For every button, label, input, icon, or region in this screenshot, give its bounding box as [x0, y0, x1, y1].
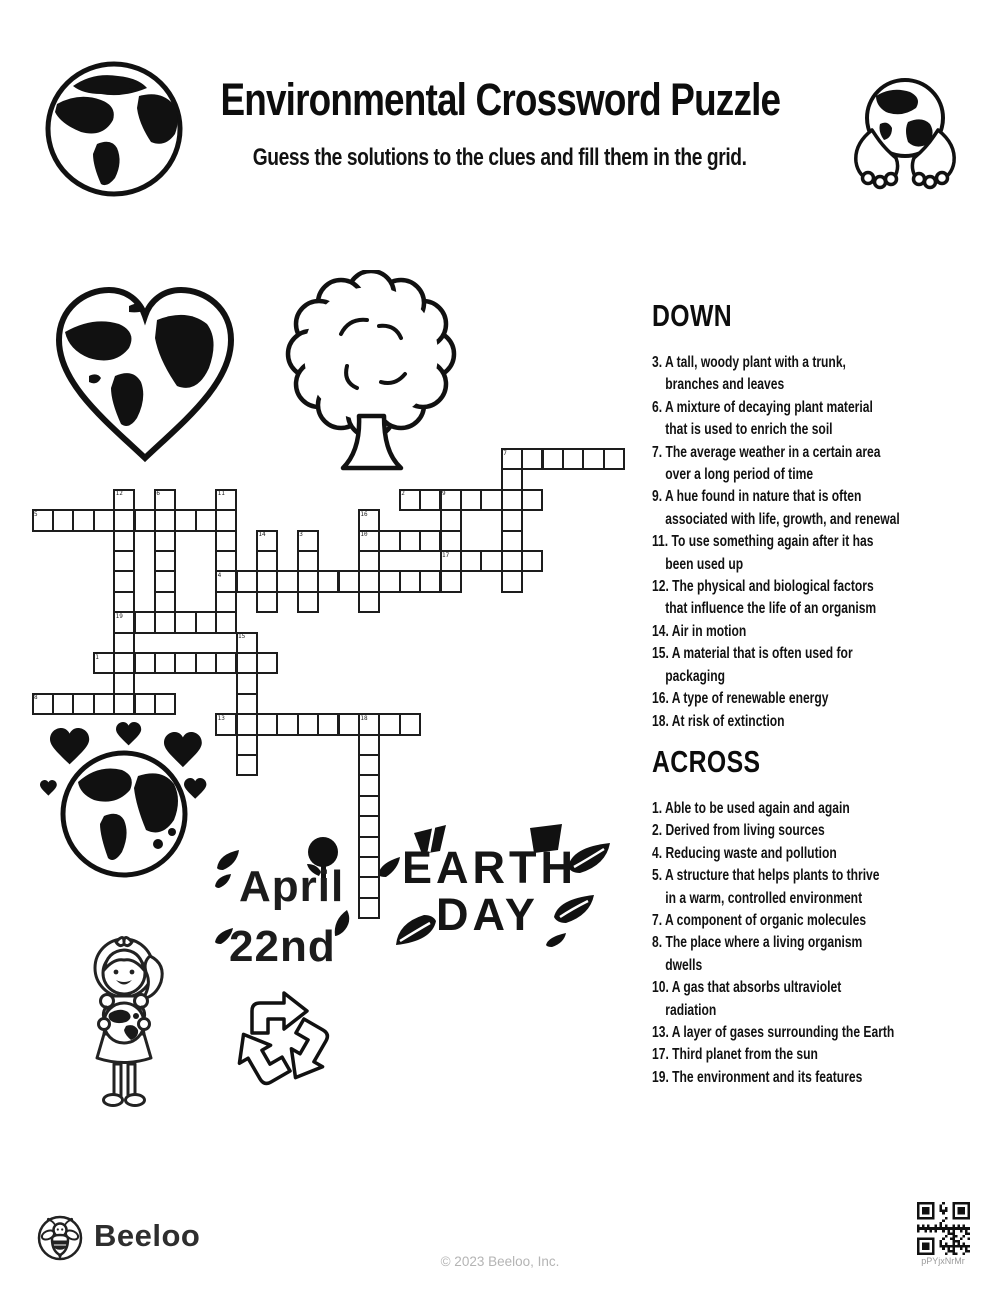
- crossword-cell[interactable]: [113, 672, 135, 694]
- crossword-cell[interactable]: [297, 713, 319, 735]
- crossword-cell[interactable]: [134, 611, 156, 633]
- crossword-cell[interactable]: [236, 672, 258, 694]
- crossword-cell[interactable]: [297, 570, 319, 592]
- clue-3-line-2: branches and leaves: [665, 376, 785, 394]
- crossword-cell[interactable]: [174, 611, 196, 633]
- crossword-cell[interactable]: [236, 713, 258, 735]
- crossword-cell[interactable]: [358, 754, 380, 776]
- clue-8-line-2: dwells: [665, 956, 703, 974]
- heart-earth-icon: [45, 276, 245, 472]
- clue-number: 9: [442, 490, 446, 498]
- page-title-text: Environmental Crossword Puzzle: [220, 74, 780, 125]
- clue-number: 7: [503, 449, 507, 457]
- crossword-cell[interactable]: [358, 570, 380, 592]
- across-header: ACROSS: [652, 744, 761, 779]
- crossword-cell[interactable]: [440, 530, 462, 552]
- crossword-cell[interactable]: [276, 713, 298, 735]
- crossword-cell[interactable]: [93, 693, 115, 715]
- page-subtitle-text: Guess the solutions to the clues and fill them in the grid.: [253, 144, 747, 171]
- crossword-cell[interactable]: [521, 550, 543, 572]
- crossword-cell[interactable]: [154, 611, 176, 633]
- crossword-cell[interactable]: [256, 652, 278, 674]
- crossword-cell[interactable]: [195, 652, 217, 674]
- clue-12-line-1: 12. The physical and biological factors: [652, 578, 874, 596]
- crossword-cell[interactable]: [215, 530, 237, 552]
- leaf-icon: [546, 933, 568, 951]
- clue-17-line-1: 17. Third planet from the sun: [652, 1046, 818, 1064]
- clue-number: 11: [217, 490, 225, 498]
- clue-number: 18: [360, 714, 368, 722]
- crossword-cell[interactable]: [419, 489, 441, 511]
- crossword-cell[interactable]: [501, 570, 523, 592]
- crossword-cell[interactable]: [174, 652, 196, 674]
- clue-19-line-1: 19. The environment and its features: [652, 1068, 863, 1086]
- clue-15-line-1: 15. A material that is often used for: [652, 645, 853, 663]
- clue-2-line-1: 2. Derived from living sources: [652, 822, 825, 840]
- crossword-cell[interactable]: [480, 489, 502, 511]
- crossword-cell[interactable]: [256, 550, 278, 572]
- clue-12-line-2: that influence the life of an organism: [665, 600, 877, 618]
- qr-code: [917, 1202, 970, 1255]
- crossword-cell[interactable]: [236, 570, 258, 592]
- across-clues-section: [652, 746, 997, 1089]
- crossword-cell[interactable]: [195, 611, 217, 633]
- crossword-cell[interactable]: [154, 530, 176, 552]
- clue-13-line-1: 13. A layer of gases surrounding the Earth: [652, 1024, 895, 1042]
- clue-5-line-1: 5. A structure that helps plants to thrive: [652, 867, 880, 885]
- clue-16-line-1: 16. A type of renewable energy: [652, 690, 829, 708]
- crossword-cell[interactable]: [358, 591, 380, 613]
- crossword-cell[interactable]: [419, 570, 441, 592]
- clue-8-line-1: 8. The place where a living organism: [652, 934, 863, 952]
- crossword-cell[interactable]: [358, 774, 380, 796]
- clue-number: 14: [258, 531, 266, 539]
- crossword-cell[interactable]: [521, 448, 543, 470]
- clue-1-line-1: 1. Able to be used again and again: [652, 800, 850, 817]
- clue-10-line-2: radiation: [665, 1001, 717, 1019]
- crossword-cell[interactable]: [440, 570, 462, 592]
- crossword-cell[interactable]: [113, 591, 135, 613]
- crossword-cell[interactable]: [195, 509, 217, 531]
- clue-number: 4: [217, 571, 222, 579]
- clue-18-line-1: 18. At risk of extinction: [652, 712, 785, 730]
- crossword-cell[interactable]: [113, 693, 135, 715]
- crossword-cell[interactable]: [358, 795, 380, 817]
- crossword-cell[interactable]: [480, 550, 502, 572]
- crossword-cell[interactable]: [378, 570, 400, 592]
- crossword-grid: [32, 448, 632, 923]
- brand-name: Beeloo: [94, 1218, 201, 1253]
- crossword-cell[interactable]: [113, 550, 135, 572]
- crossword-cell[interactable]: [174, 509, 196, 531]
- down-header: DOWN: [652, 298, 733, 333]
- crossword-cell[interactable]: [338, 713, 360, 735]
- clue-number: 1: [95, 653, 99, 661]
- crossword-cell[interactable]: [276, 570, 298, 592]
- clue-9-line-2: associated with life, growth, and renewal: [665, 510, 900, 528]
- clue-11-line-1: 11. To use something again after it has: [652, 533, 874, 551]
- crossword-cell[interactable]: [113, 509, 135, 531]
- crossword-cell[interactable]: [215, 611, 237, 633]
- crossword-cell[interactable]: [236, 693, 258, 715]
- clue-number: 5: [34, 510, 38, 518]
- crossword-cell[interactable]: [460, 550, 482, 572]
- crossword-cell[interactable]: [338, 570, 360, 592]
- clue-number: 17: [442, 551, 450, 559]
- clue-4-line-1: 4. Reducing waste and pollution: [652, 844, 837, 862]
- clue-number: 12: [115, 490, 123, 498]
- clue-10-line-1: 10. A gas that absorbs ultraviolet: [652, 979, 842, 997]
- crossword-cell[interactable]: [134, 509, 156, 531]
- clue-number: 16: [360, 510, 368, 518]
- crossword-cell[interactable]: [215, 652, 237, 674]
- copyright-text: © 2023 Beeloo, Inc.: [440, 1254, 560, 1269]
- clue-number: 6: [156, 490, 161, 498]
- crossword-cell[interactable]: [419, 530, 441, 552]
- crossword-cell[interactable]: [542, 448, 564, 470]
- crossword-cell[interactable]: [52, 693, 74, 715]
- crossword-cell[interactable]: [501, 550, 523, 572]
- earth-day-text: EARTH: [402, 842, 577, 893]
- crossword-cell[interactable]: [154, 550, 176, 572]
- april-text: April: [239, 862, 345, 911]
- crossword-cell[interactable]: [297, 591, 319, 613]
- hands-holding-globe-icon: [842, 70, 968, 192]
- crossword-cell[interactable]: [358, 897, 380, 919]
- crossword-cell[interactable]: [399, 530, 421, 552]
- crossword-cell[interactable]: [72, 693, 94, 715]
- crossword-cell[interactable]: [154, 693, 176, 715]
- crossword-cell[interactable]: [256, 713, 278, 735]
- crossword-cell[interactable]: [113, 632, 135, 654]
- crossword-cell[interactable]: [440, 509, 462, 531]
- clue-14-line-1: 14. Air in motion: [652, 622, 747, 640]
- crossword-cell[interactable]: [154, 591, 176, 613]
- clue-3-line-1: 3. A tall, woody plant with a trunk,: [652, 354, 846, 371]
- crossword-cell[interactable]: [501, 509, 523, 531]
- crossword-cell[interactable]: [154, 570, 176, 592]
- crossword-cell[interactable]: [460, 489, 482, 511]
- clue-number: 3: [299, 531, 303, 539]
- clue-7-line-1: 7. A component of organic molecules: [652, 912, 867, 930]
- clue-7-line-1: 7. The average weather in a certain area: [652, 443, 881, 461]
- down-clues-section: [652, 300, 997, 733]
- crossword-cell[interactable]: [317, 570, 339, 592]
- crossword-cell[interactable]: [358, 856, 380, 878]
- crossword-cell[interactable]: [501, 468, 523, 490]
- crossword-cell[interactable]: [501, 489, 523, 511]
- crossword-cell[interactable]: [236, 734, 258, 756]
- crossword-cell[interactable]: [113, 530, 135, 552]
- recycle-icon: [226, 975, 338, 1103]
- crossword-cell[interactable]: [358, 815, 380, 837]
- crossword-cell[interactable]: [521, 489, 543, 511]
- crossword-cell[interactable]: [215, 550, 237, 572]
- crossword-cell[interactable]: [582, 448, 604, 470]
- crossword-cell[interactable]: [378, 530, 400, 552]
- clue-number: 19: [115, 612, 123, 620]
- clue-number: 15: [238, 633, 246, 641]
- clue-11-line-2: been used up: [665, 555, 744, 573]
- crossword-cell[interactable]: [154, 509, 176, 531]
- crossword-cell[interactable]: [113, 570, 135, 592]
- clue-number: 8: [34, 694, 38, 702]
- crossword-cell[interactable]: [93, 509, 115, 531]
- crossword-cell[interactable]: [134, 652, 156, 674]
- crossword-cell[interactable]: [378, 713, 400, 735]
- crossword-cell[interactable]: [134, 693, 156, 715]
- earth-day-text: DAY: [436, 889, 539, 940]
- crossword-cell[interactable]: [215, 591, 237, 613]
- crossword-cell[interactable]: [501, 530, 523, 552]
- clue-number: 10: [360, 531, 368, 539]
- crossword-cell[interactable]: [399, 570, 421, 592]
- clue-9-line-1: 9. A hue found in nature that is often: [652, 488, 862, 506]
- girl-holding-globe-icon: [68, 928, 180, 1116]
- crossword-cell[interactable]: [317, 713, 339, 735]
- crossword-cell[interactable]: [72, 509, 94, 531]
- crossword-cell[interactable]: [256, 570, 278, 592]
- crossword-cell[interactable]: [154, 652, 176, 674]
- clue-15-line-2: packaging: [665, 667, 726, 685]
- crossword-cell[interactable]: [113, 652, 135, 674]
- across-clue-list: [652, 798, 997, 1089]
- clue-6-line-1: 6. A mixture of decaying plant material: [652, 398, 873, 416]
- clue-5-line-2: in a warm, controlled environment: [665, 889, 863, 907]
- crossword-cell[interactable]: [358, 734, 380, 756]
- crossword-cell[interactable]: [562, 448, 584, 470]
- crossword-cell[interactable]: [215, 509, 237, 531]
- crossword-cell[interactable]: [236, 754, 258, 776]
- crossword-cell[interactable]: [358, 876, 380, 898]
- qr-code-label: pPYjxNrMr: [921, 1256, 965, 1266]
- clue-number: 2: [401, 490, 405, 498]
- clue-number: 13: [217, 714, 225, 722]
- crossword-cell[interactable]: [358, 836, 380, 858]
- crossword-cell[interactable]: [297, 550, 319, 572]
- crossword-cell[interactable]: [358, 550, 380, 572]
- clue-6-line-2: that is used to enrich the soil: [665, 421, 833, 439]
- down-clue-list: [652, 352, 997, 733]
- crossword-cell[interactable]: [52, 509, 74, 531]
- crossword-cell[interactable]: [236, 652, 258, 674]
- clue-7-line-2: over a long period of time: [665, 466, 814, 484]
- crossword-cell[interactable]: [603, 448, 625, 470]
- april-date-text: 22nd: [229, 922, 336, 971]
- crossword-cell[interactable]: [399, 713, 421, 735]
- crossword-cell[interactable]: [256, 591, 278, 613]
